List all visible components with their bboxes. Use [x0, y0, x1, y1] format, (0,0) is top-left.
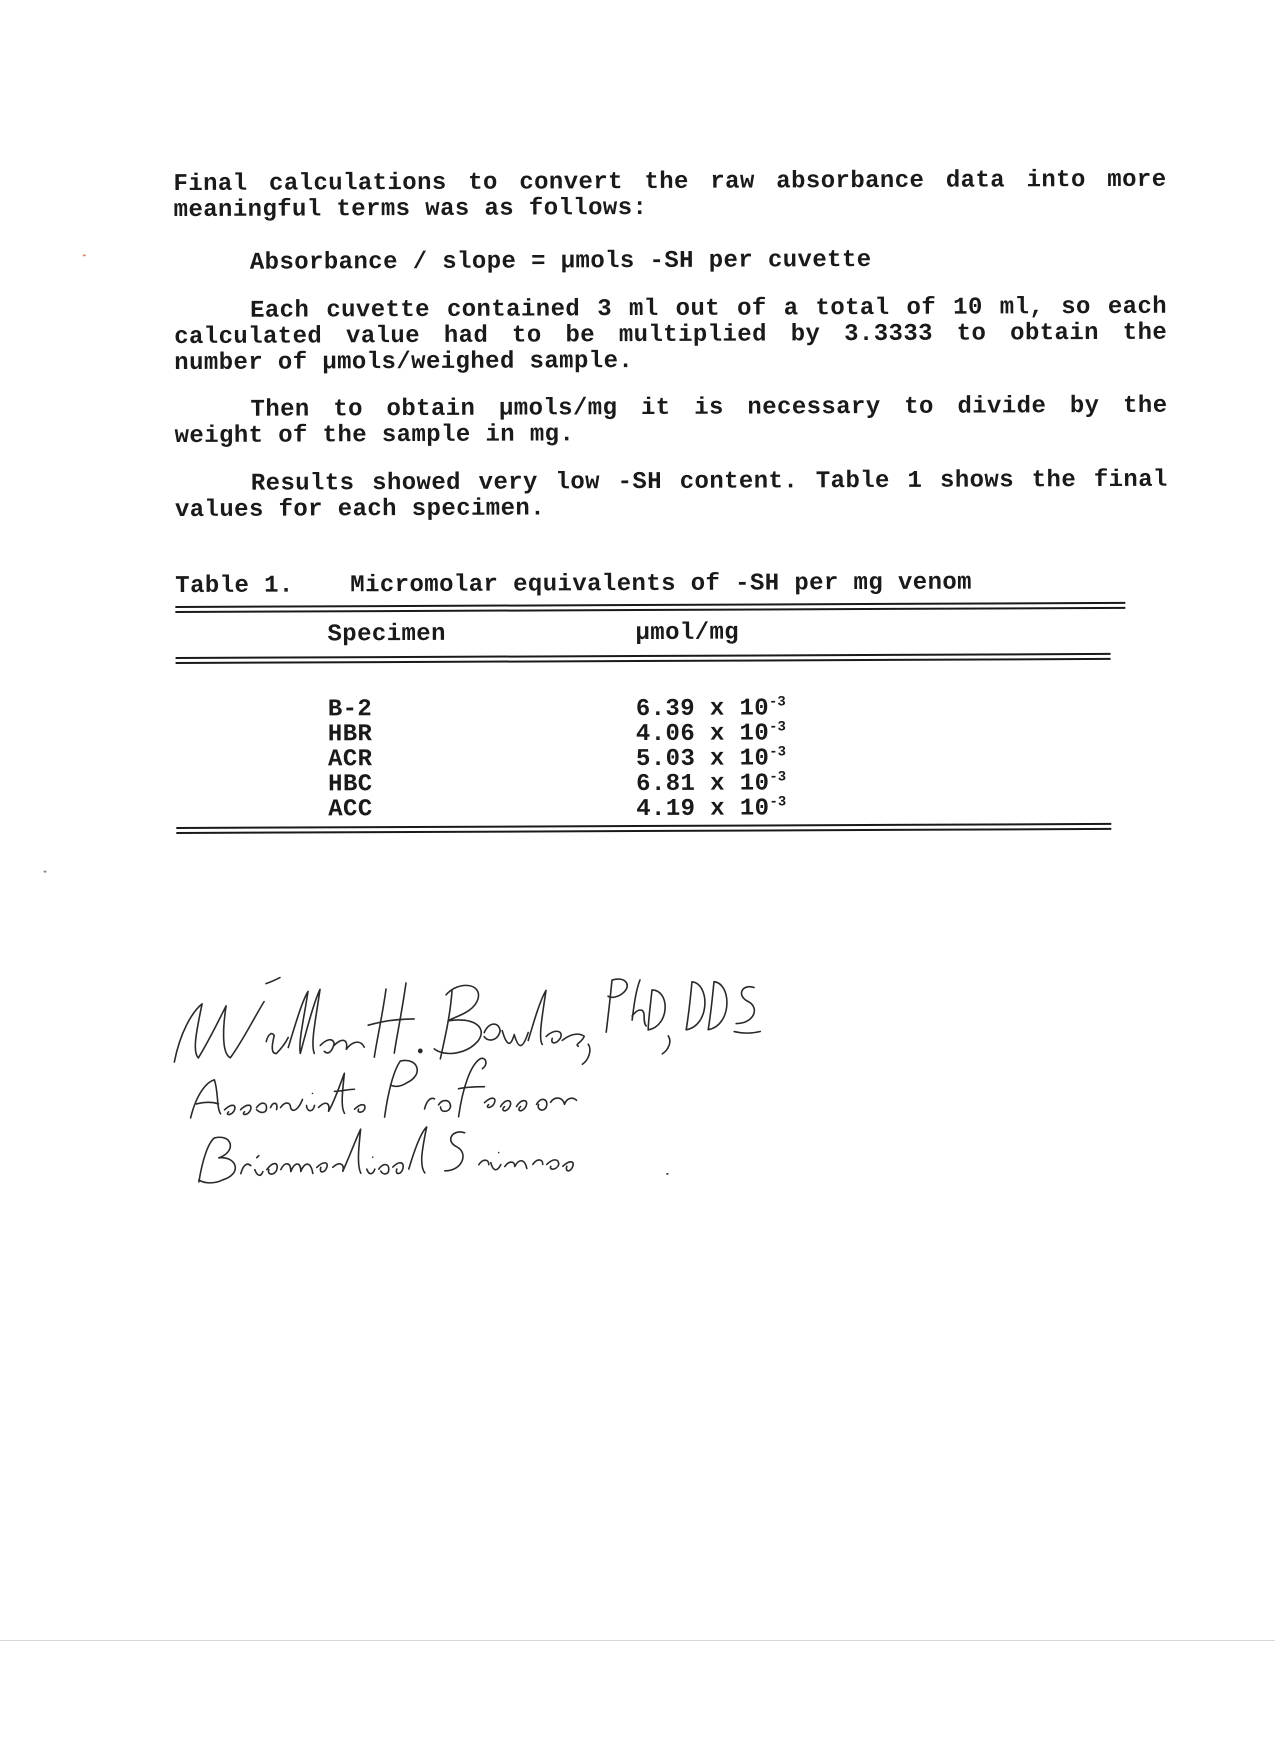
table-body — [1, 692, 1275, 823]
table-top-rule-2 — [175, 607, 1125, 613]
exponent: -3 — [768, 694, 786, 711]
exponent: -3 — [769, 744, 787, 761]
intro-line-2: meaningful terms was as follows: — [173, 194, 648, 225]
intro-line-1: Final calculations to convert the raw absorbance data into more — [173, 166, 1167, 199]
column-header-value: μmol/mg — [635, 619, 740, 648]
cuvette-line-1: Each cuvette contained 3 ml out of a total of 10 ml, so each — [249, 293, 1168, 325]
divide-line-1: Then to obtain μmols/mg it is necessary to divide by the — [250, 392, 1168, 424]
table-bottom-rule-2 — [176, 828, 1111, 834]
speck-mark — [43, 871, 46, 873]
specimen-cell: ACR — [327, 746, 373, 774]
divide-line-2: weight of the sample in mg. — [174, 421, 575, 451]
value-cell: 6.39 x $10^{-3}$ — [635, 694, 786, 724]
cuvette-line-2: calculated value had to be multiplied by 3.3333 to obtain the — [174, 319, 1168, 352]
value-cell: 4.06 x $10^{-3}$ — [635, 719, 786, 749]
scan-edge-line — [0, 1640, 1275, 1641]
specimen-cell: B-2 — [327, 696, 373, 724]
table-caption — [175, 570, 972, 600]
signature-strokes — [174, 975, 761, 1183]
table-header-rule-2 — [176, 658, 1111, 664]
table-label: Table 1. — [175, 572, 294, 601]
exponent: -3 — [769, 794, 787, 811]
cuvette-paragraph — [174, 295, 1167, 377]
table-row — [1, 792, 1275, 823]
intro-paragraph — [173, 168, 1166, 224]
column-header-specimen: Specimen — [327, 620, 446, 649]
signature-graphic — [162, 959, 863, 1202]
specimen-cell: ACC — [328, 796, 373, 824]
specimen-cell: HBR — [327, 721, 373, 749]
handwritten-signature — [162, 959, 863, 1202]
formula-line: Absorbance / slope = μmols -SH per cuvette — [249, 246, 872, 277]
speck-mark — [83, 254, 86, 256]
value-cell: 4.19 x $10^{-3}$ — [636, 794, 787, 824]
results-line-2: values for each specimen. — [174, 495, 546, 525]
results-line-1: Results showed very low -SH content. Table 1 shows the final — [250, 466, 1168, 498]
specimen-cell: HBC — [328, 771, 373, 799]
value-cell: 6.81 x $10^{-3}$ — [636, 769, 787, 799]
results-paragraph — [175, 468, 1168, 524]
value-cell: 5.03 x $10^{-3}$ — [635, 744, 787, 774]
divide-paragraph — [174, 394, 1167, 450]
exponent: -3 — [769, 719, 786, 736]
exponent: -3 — [769, 769, 787, 786]
cuvette-line-3: number of μmols/weighed sample. — [174, 348, 634, 378]
table-title: Micromolar equivalents of -SH per mg venom — [350, 569, 973, 600]
